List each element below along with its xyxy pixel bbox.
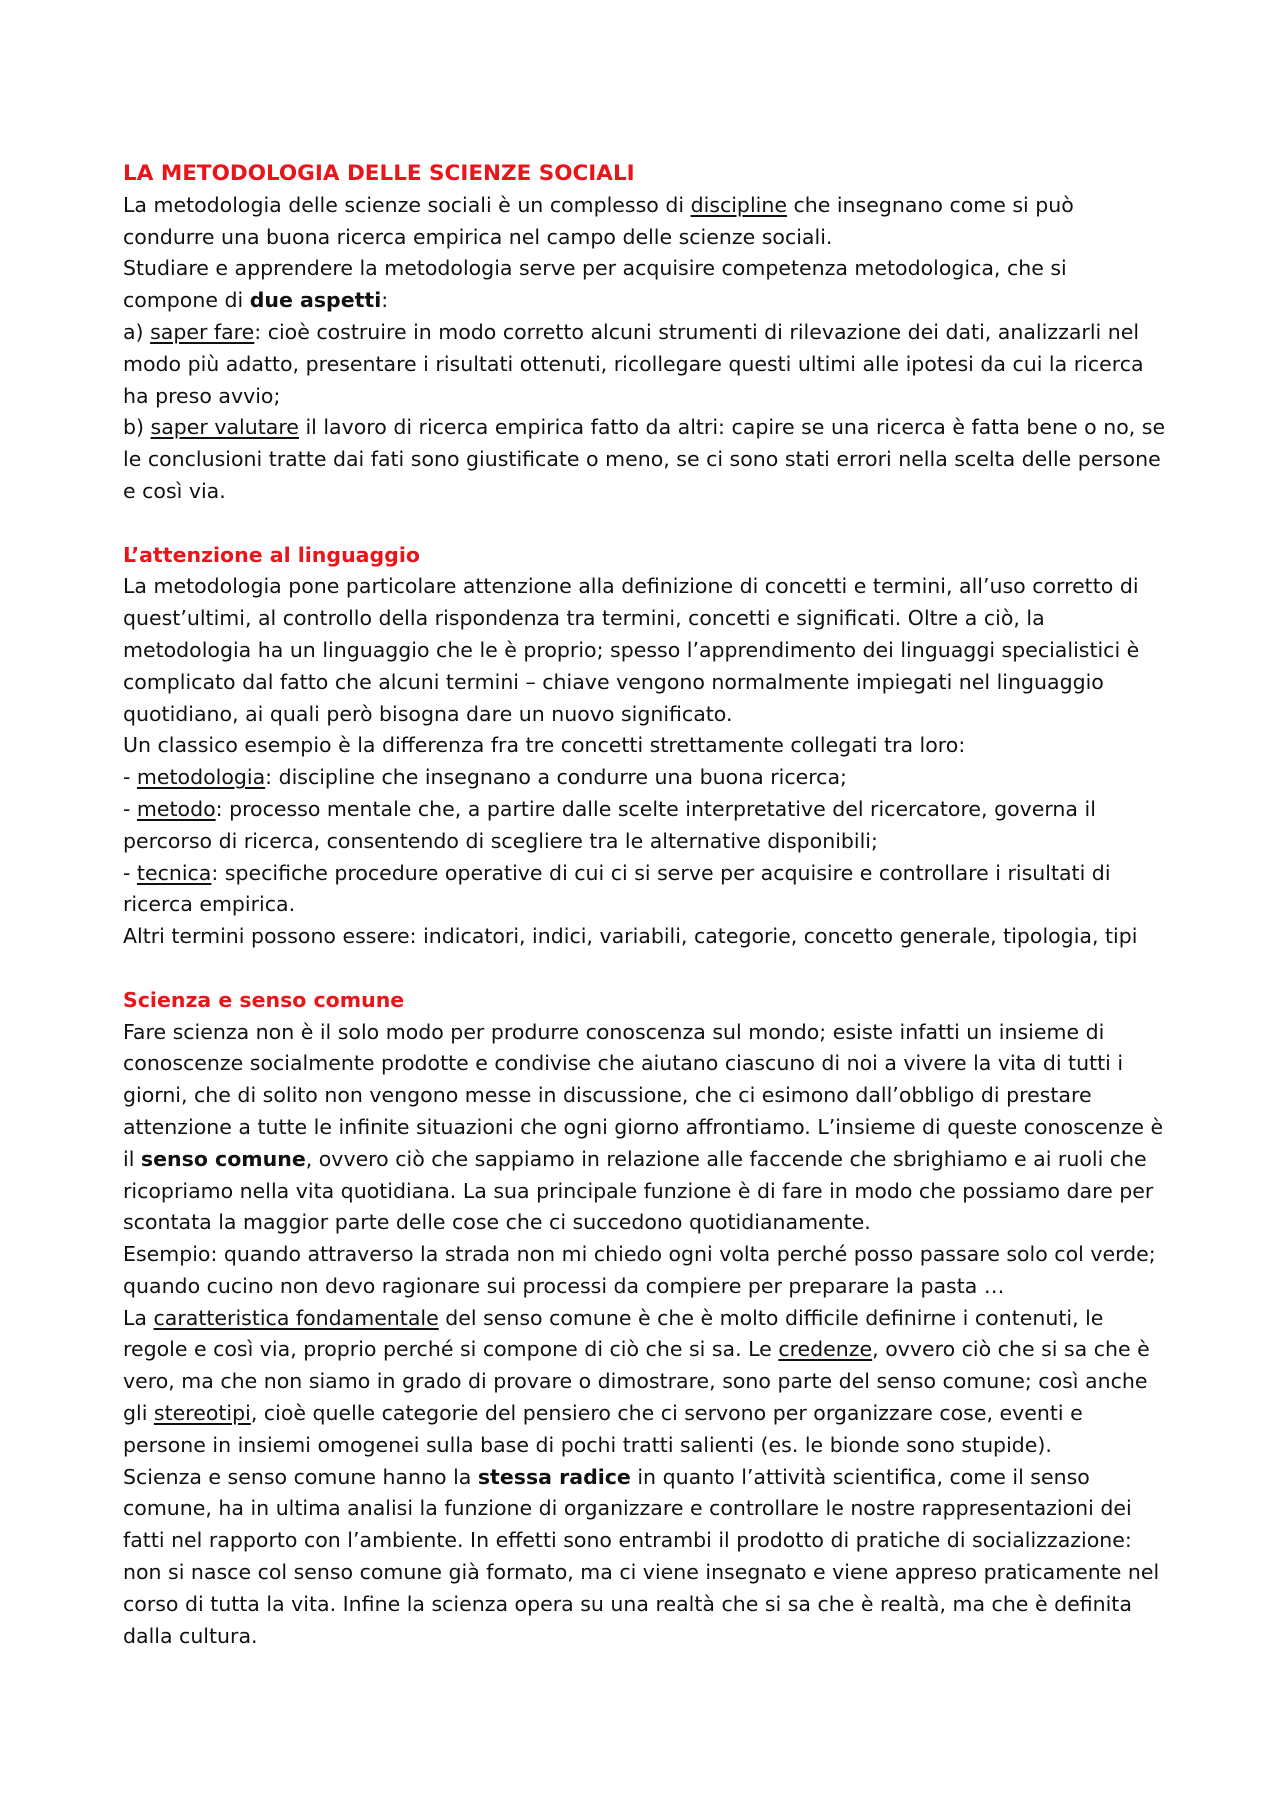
section-heading-senso-comune: Scienza e senso comune <box>123 987 405 1012</box>
underlined-term: caratteristica fondamentale <box>153 1305 439 1330</box>
underlined-term: saper fare <box>150 319 255 344</box>
underlined-term: tecnica <box>136 860 212 885</box>
linguaggio-paragraph-3: Altri termini possono essere: indicatori, indici, variabili, categorie, concetto generale, tipologia, tipi <box>123 924 1138 949</box>
text-run: : specifiche procedure operative di cui ci si serve per acquisire e controllare i risultati di ricerca empirica. <box>123 860 1111 917</box>
item-prefix: b) <box>123 415 151 440</box>
item-prefix: - <box>123 796 137 821</box>
bold-term: senso comune <box>140 1146 306 1171</box>
list-item-metodo <box>123 794 1168 858</box>
underlined-term: metodo <box>136 796 216 821</box>
underlined-term: metodologia <box>136 765 266 790</box>
list-item-tecnica <box>123 858 1168 922</box>
underlined-term: stereotipi <box>153 1401 251 1426</box>
bold-term: stessa radice <box>477 1464 631 1489</box>
intro-paragraph-2 <box>123 253 1168 317</box>
senso-comune-paragraph-1 <box>123 1017 1168 1240</box>
text-run: : cioè costruire in modo corretto alcuni strumenti di rilevazione dei dati, analizzarli nel modo più adatto, presentare i risultati ottenuti, ricollegare questi ultimi alle ipotesi da cui la ricerca ha preso avvio; <box>123 319 1144 408</box>
intro-item-a <box>123 317 1168 412</box>
text-run: Studiare e apprendere la metodologia serve per acquisire competenza metodologica, che si compone di <box>123 256 1067 313</box>
senso-comune-paragraph-2: Esempio: quando attraverso la strada non mi chiedo ogni volta perché posso passare solo col verde; quando cucino non devo ragionare sui processi da compiere per preparare la pasta … <box>123 1242 1156 1298</box>
paragraph-spacer <box>123 953 1168 985</box>
text-run: Scienza e senso comune hanno la <box>123 1464 478 1489</box>
text-run: , ovvero ciò che si sa che è vero, ma che non siamo in grado di provare o dimostrare, sono parte del senso comune; così anche gli <box>123 1337 1150 1426</box>
linguaggio-paragraph-2: Un classico esempio è la differenza fra tre concetti strettamente collegati tra loro: <box>123 733 966 758</box>
paragraph-spacer <box>123 508 1168 540</box>
document-page <box>123 158 1168 1652</box>
section-heading-linguaggio: L’attenzione al linguaggio <box>123 542 420 567</box>
intro-paragraph-1 <box>123 190 1168 254</box>
text-run: : <box>381 288 389 313</box>
text-run: il lavoro di ricerca empirica fatto da altri: capire se una ricerca è fatta bene o no, se le conclusioni tratte dai fati sono giustificate o meno, se ci sono stati errori nella scelta delle persone e così via. <box>123 415 1166 503</box>
underlined-term: discipline <box>690 192 787 217</box>
senso-comune-paragraph-4 <box>123 1462 1168 1653</box>
text-run: La <box>123 1305 154 1330</box>
text-run: in quanto l’attività scientifica, come il senso comune, ha in ultima analisi la funzione di organizzare e controllare le nostre rappresentazioni dei fatti nel rapporto con l’ambiente. In effetti sono entrambi il prodotto di pratiche di socializzazione: non si nasce col senso comune già formato, ma ci viene insegnato e viene appreso praticamente nel corso di tutta la vita. Infine la scienza opera su una realtà che si sa che è realtà, ma che è definita dalla cultura. <box>123 1464 1160 1648</box>
underlined-term: credenze <box>778 1337 873 1362</box>
intro-item-b <box>123 412 1168 507</box>
item-prefix: - <box>123 765 137 790</box>
text-run: , cioè quelle categorie del pensiero che ci servono per organizzare cose, eventi e persone in insiemi omogenei sulla base di pochi tratti salienti (es. le bionde sono stupide). <box>123 1401 1083 1457</box>
linguaggio-paragraph-1: La metodologia pone particolare attenzione alla definizione di concetti e termini, all’uso corretto di quest’ultimi, al controllo della rispondenza tra termini, concetti e significati. Oltre a ciò, la metodologia ha un linguaggio che le è proprio; spesso l’apprendimento dei linguaggi specialistici è complicato dal fatto che alcuni termini – chiave vengono normalmente impiegati nel linguaggio quotidiano, ai quali però bisogna dare un nuovo significato. <box>123 574 1140 726</box>
text-run: del senso comune è che è molto difficile definirne i contenuti, le regole e così via, proprio perché si compone di ciò che si sa. Le <box>123 1305 1104 1362</box>
underlined-term: saper valutare <box>150 415 299 440</box>
text-run: che insegnano come si può condurre una buona ricerca empirica nel campo delle scienze sociali. <box>123 192 1074 249</box>
text-run: , ovvero ciò che sappiamo in relazione alle faccende che sbrighiamo e ai ruoli che ricopriamo nella vita quotidiana. La sua principale funzione è di fare in modo che possiamo dare per scontata la maggior parte delle cose che ci succedono quotidianamente. <box>123 1146 1154 1235</box>
text-run: : processo mentale che, a partire dalle scelte interpretative del ricercatore, governa il percorso di ricerca, consentendo di scegliere tra le alternative disponibili; <box>123 796 1096 853</box>
document-title: LA METODOLOGIA DELLE SCIENZE SOCIALI <box>123 161 635 186</box>
list-item-metodologia <box>123 762 1168 794</box>
senso-comune-paragraph-3 <box>123 1303 1168 1462</box>
item-prefix: - <box>123 860 137 885</box>
text-run: : discipline che insegnano a condurre una buona ricerca; <box>265 765 847 790</box>
text-run: Fare scienza non è il solo modo per produrre conoscenza sul mondo; esiste infatti un insieme di conoscenze socialmente prodotte e condivise che aiutano ciascuno di noi a vivere la vita di tutti i giorni, che di solito non vengono messe in discussione, che ci esimono dall’obbligo di prestare attenzione a tutte le infinite situazioni che ogni giorno affrontiamo. L’insieme di queste conoscenze è il <box>123 1019 1164 1171</box>
bold-term: due aspetti <box>249 288 382 313</box>
item-prefix: a) <box>123 319 151 344</box>
text-run: La metodologia delle scienze sociali è un complesso di <box>123 192 691 217</box>
